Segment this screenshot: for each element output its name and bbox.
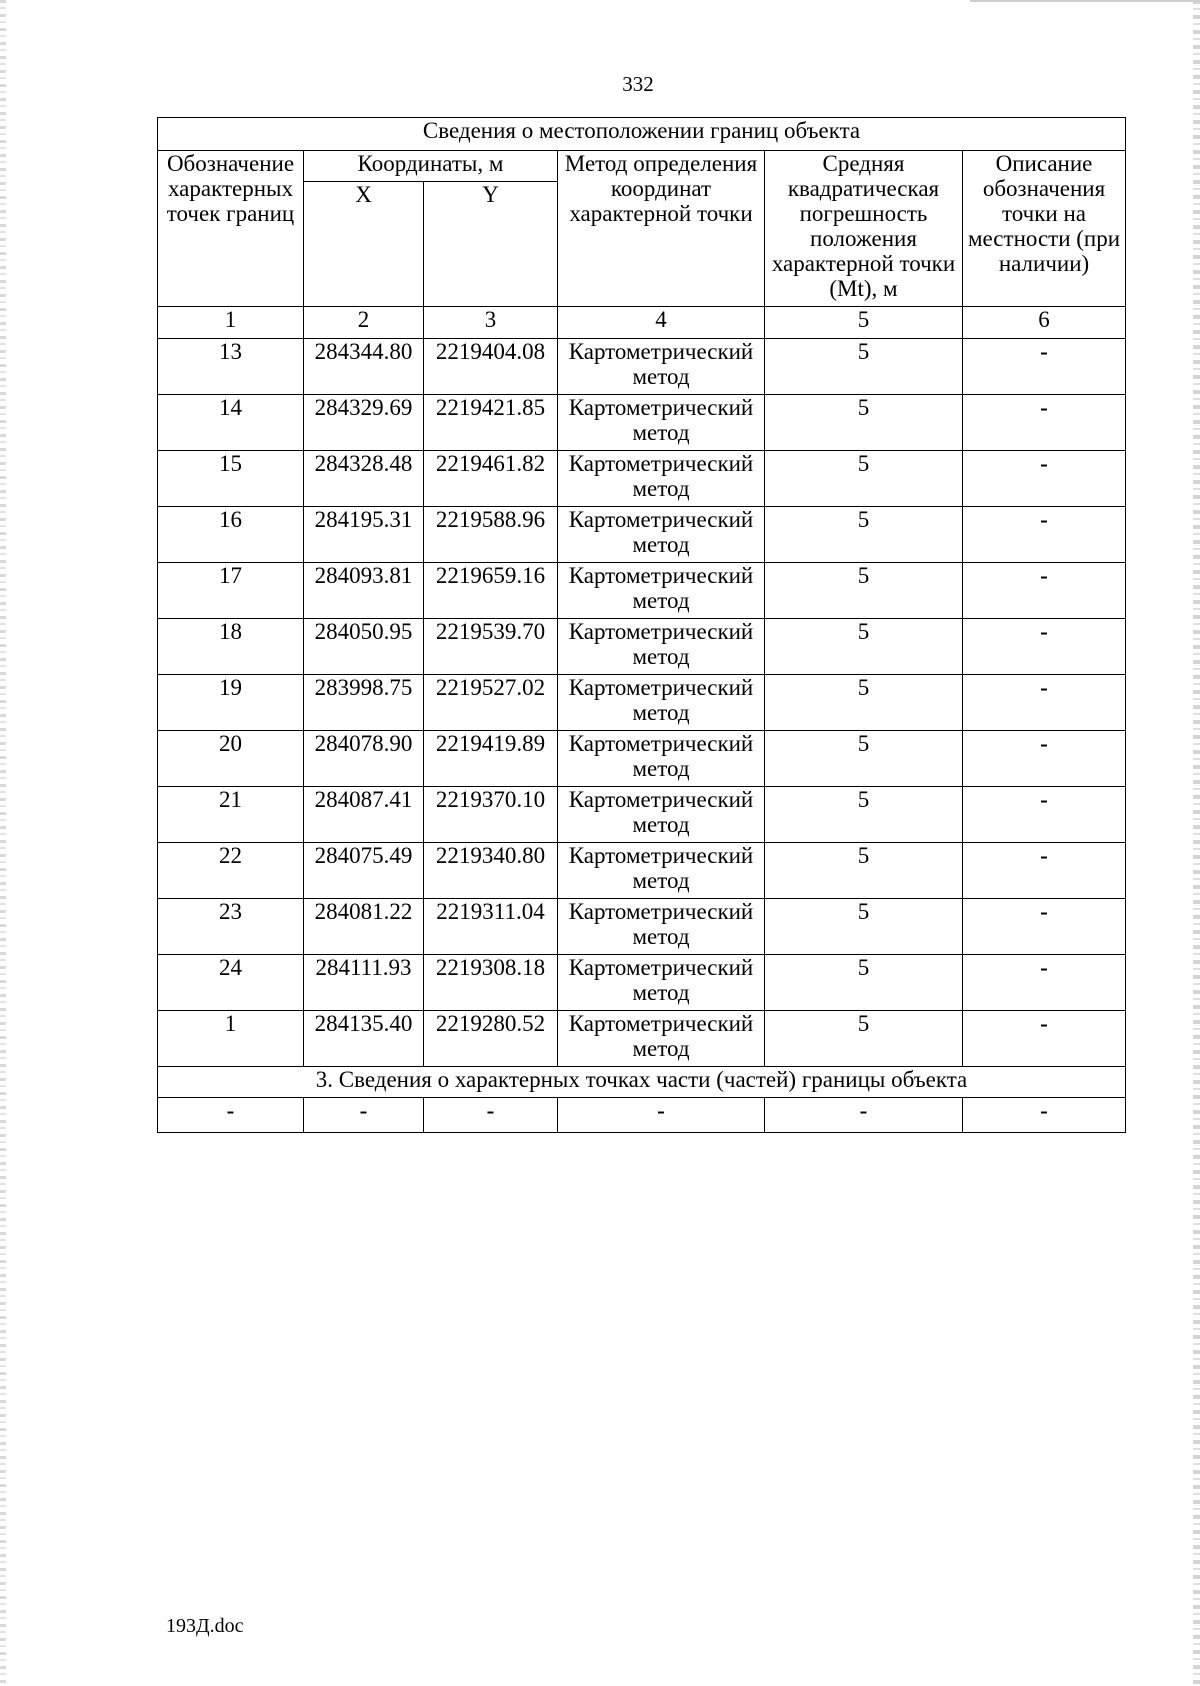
section-3-cell: - xyxy=(158,1098,304,1133)
table-row xyxy=(158,339,1126,395)
method-cell: Картометрический метод xyxy=(558,843,765,899)
table-row xyxy=(158,1011,1126,1067)
mean-error-cell: 5 xyxy=(765,899,963,955)
x-coordinate-cell: 284344.80 xyxy=(304,339,424,395)
point-number-cell: 21 xyxy=(158,787,304,843)
mean-error-cell: 5 xyxy=(765,675,963,731)
point-number-cell: 24 xyxy=(158,955,304,1011)
table-row xyxy=(158,675,1126,731)
y-coordinate-cell: 2219461.82 xyxy=(424,451,558,507)
column-number: 3 xyxy=(424,307,558,339)
description-cell: - xyxy=(963,339,1126,395)
method-cell: Картометрический метод xyxy=(558,731,765,787)
mean-error-cell: 5 xyxy=(765,1011,963,1067)
description-cell: - xyxy=(963,619,1126,675)
header-method: Метод определения координат характерной точки xyxy=(558,151,765,307)
y-coordinate-cell: 2219404.08 xyxy=(424,339,558,395)
point-number-cell: 1 xyxy=(158,1011,304,1067)
table-title: Сведения о местоположении границ объекта xyxy=(158,118,1126,151)
table-title-row xyxy=(158,118,1126,151)
description-cell: - xyxy=(963,1011,1126,1067)
description-cell: - xyxy=(963,451,1126,507)
column-number: 4 xyxy=(558,307,765,339)
table-row xyxy=(158,507,1126,563)
header-x: X xyxy=(304,182,424,307)
column-number: 2 xyxy=(304,307,424,339)
mean-error-cell: 5 xyxy=(765,395,963,451)
x-coordinate-cell: 284078.90 xyxy=(304,731,424,787)
section-3-title: 3. Сведения о характерных точках части (частей) границы объекта xyxy=(158,1067,1126,1098)
x-coordinate-cell: 284111.93 xyxy=(304,955,424,1011)
y-coordinate-cell: 2219539.70 xyxy=(424,619,558,675)
column-numbers-row xyxy=(158,307,1126,339)
point-number-cell: 22 xyxy=(158,843,304,899)
mean-error-cell: 5 xyxy=(765,563,963,619)
description-cell: - xyxy=(963,675,1126,731)
point-number-cell: 13 xyxy=(158,339,304,395)
method-cell: Картометрический метод xyxy=(558,563,765,619)
method-cell: Картометрический метод xyxy=(558,619,765,675)
mean-error-cell: 5 xyxy=(765,619,963,675)
section-3-row xyxy=(158,1067,1126,1098)
y-coordinate-cell: 2219421.85 xyxy=(424,395,558,451)
mean-error-cell: 5 xyxy=(765,955,963,1011)
point-number-cell: 17 xyxy=(158,563,304,619)
y-coordinate-cell: 2219280.52 xyxy=(424,1011,558,1067)
section-3-cell: - xyxy=(304,1098,424,1133)
point-number-cell: 15 xyxy=(158,451,304,507)
footer-filename: 193Д.doc xyxy=(166,1615,244,1637)
method-cell: Картометрический метод xyxy=(558,451,765,507)
method-cell: Картометрический метод xyxy=(558,1011,765,1067)
column-number: 1 xyxy=(158,307,304,339)
section-3-cell: - xyxy=(765,1098,963,1133)
table-row xyxy=(158,955,1126,1011)
table-row xyxy=(158,899,1126,955)
x-coordinate-cell: 284081.22 xyxy=(304,899,424,955)
table-row xyxy=(158,787,1126,843)
description-cell: - xyxy=(963,563,1126,619)
y-coordinate-cell: 2219588.96 xyxy=(424,507,558,563)
mean-error-cell: 5 xyxy=(765,451,963,507)
description-cell: - xyxy=(963,395,1126,451)
section-3-cell: - xyxy=(424,1098,558,1133)
point-number-cell: 18 xyxy=(158,619,304,675)
method-cell: Картометрический метод xyxy=(558,395,765,451)
description-cell: - xyxy=(963,731,1126,787)
section-3-cell: - xyxy=(558,1098,765,1133)
method-cell: Картометрический метод xyxy=(558,675,765,731)
mean-error-cell: 5 xyxy=(765,731,963,787)
point-number-cell: 16 xyxy=(158,507,304,563)
y-coordinate-cell: 2219659.16 xyxy=(424,563,558,619)
mean-error-cell: 5 xyxy=(765,507,963,563)
boundary-points-table xyxy=(157,117,1126,1133)
y-coordinate-cell: 2219419.89 xyxy=(424,731,558,787)
point-number-cell: 19 xyxy=(158,675,304,731)
method-cell: Картометрический метод xyxy=(558,507,765,563)
x-coordinate-cell: 284329.69 xyxy=(304,395,424,451)
point-number-cell: 20 xyxy=(158,731,304,787)
x-coordinate-cell: 284050.95 xyxy=(304,619,424,675)
point-number-cell: 14 xyxy=(158,395,304,451)
scan-edge-top xyxy=(970,0,1200,2)
scan-edge-right xyxy=(1193,0,1200,1686)
page-number: 332 xyxy=(622,72,654,96)
table-row xyxy=(158,563,1126,619)
description-cell: - xyxy=(963,787,1126,843)
table-row xyxy=(158,619,1126,675)
description-cell: - xyxy=(963,955,1126,1011)
column-number: 6 xyxy=(963,307,1126,339)
description-cell: - xyxy=(963,507,1126,563)
header-description: Описание обозначения точки на местности (при наличии) xyxy=(963,151,1126,307)
section-3-cell: - xyxy=(963,1098,1126,1133)
column-number: 5 xyxy=(765,307,963,339)
y-coordinate-cell: 2219370.10 xyxy=(424,787,558,843)
table-row xyxy=(158,731,1126,787)
x-coordinate-cell: 283998.75 xyxy=(304,675,424,731)
header-point-designation: Обозначение характерных точек границ xyxy=(158,151,304,307)
description-cell: - xyxy=(963,899,1126,955)
table-row xyxy=(158,451,1126,507)
y-coordinate-cell: 2219340.80 xyxy=(424,843,558,899)
x-coordinate-cell: 284328.48 xyxy=(304,451,424,507)
y-coordinate-cell: 2219527.02 xyxy=(424,675,558,731)
section-3-data-row xyxy=(158,1098,1126,1133)
y-coordinate-cell: 2219311.04 xyxy=(424,899,558,955)
method-cell: Картометрический метод xyxy=(558,787,765,843)
scan-edge-left xyxy=(0,0,6,1686)
x-coordinate-cell: 284087.41 xyxy=(304,787,424,843)
method-cell: Картометрический метод xyxy=(558,955,765,1011)
mean-error-cell: 5 xyxy=(765,843,963,899)
method-cell: Картометрический метод xyxy=(558,899,765,955)
table-row xyxy=(158,843,1126,899)
x-coordinate-cell: 284195.31 xyxy=(304,507,424,563)
method-cell: Картометрический метод xyxy=(558,339,765,395)
mean-error-cell: 5 xyxy=(765,787,963,843)
x-coordinate-cell: 284093.81 xyxy=(304,563,424,619)
header-coordinates: Координаты, м xyxy=(304,151,558,182)
y-coordinate-cell: 2219308.18 xyxy=(424,955,558,1011)
header-row xyxy=(158,151,1126,182)
header-y: Y xyxy=(424,182,558,307)
table-row xyxy=(158,395,1126,451)
header-mean-error: Средняя квадратическая погрешность положения характерной точки (Mt), м xyxy=(765,151,963,307)
mean-error-cell: 5 xyxy=(765,339,963,395)
x-coordinate-cell: 284075.49 xyxy=(304,843,424,899)
description-cell: - xyxy=(963,843,1126,899)
x-coordinate-cell: 284135.40 xyxy=(304,1011,424,1067)
point-number-cell: 23 xyxy=(158,899,304,955)
